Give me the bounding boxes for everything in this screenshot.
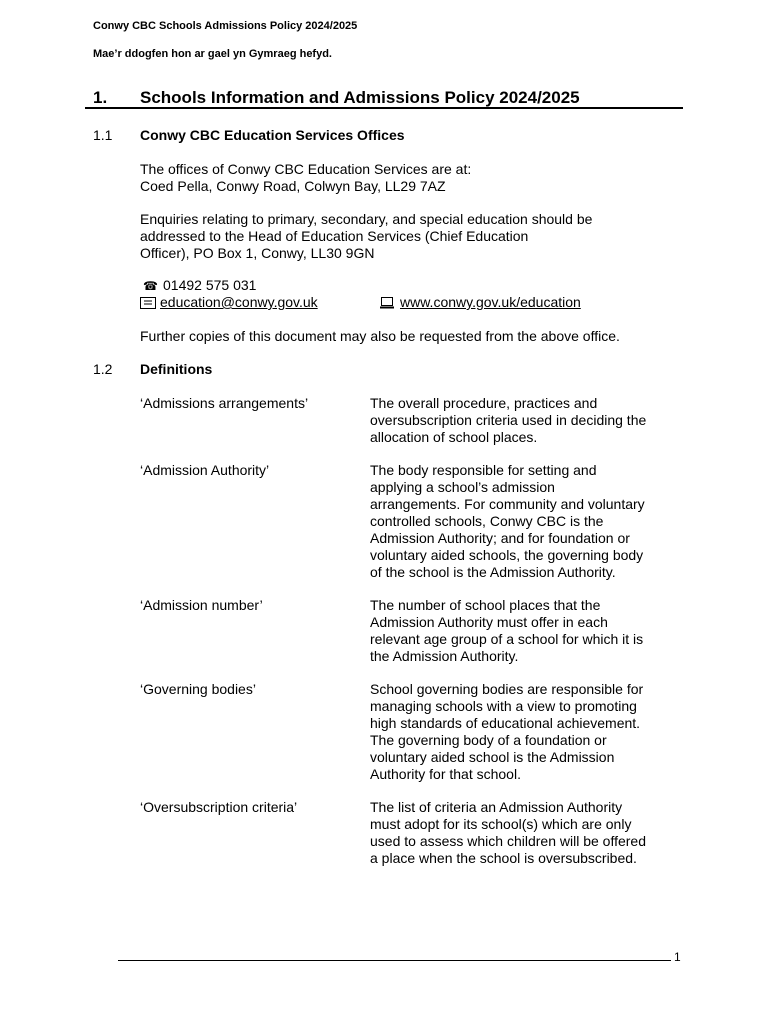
document-header-title: Conwy CBC Schools Admissions Policy 2024/2025 — [93, 20, 358, 32]
definition-text: The list of criteria an Admission Authority must adopt for its school(s) which are only used to assess which children will be offered a place when the school is oversubscribed. — [370, 799, 647, 866]
welsh-availability-note: Mae’r ddogfen hon ar gael yn Gymraeg hefyd. — [93, 48, 332, 60]
email-icon — [140, 296, 160, 310]
definition-text: The overall procedure, practices and oversubscription criteria used in deciding the allocation of school places. — [370, 395, 647, 445]
phone-contact — [143, 277, 256, 293]
section-title: Schools Information and Admissions Policy 2024/2025 — [140, 88, 580, 107]
subsection-title-definitions: Definitions — [140, 361, 213, 377]
subsection-number-1-1: 1.1 — [93, 127, 113, 143]
page-number: 1 — [674, 950, 681, 964]
definition-term: ‘Governing bodies’ — [140, 681, 256, 697]
email-link[interactable]: education@conwy.gov.uk — [160, 294, 318, 310]
definition-text: The body responsible for setting and applying a school’s admission arrangements. For community and voluntary controlled schools, Conwy CBC is the Admission Authority; and for foundation or voluntary aided schools, the governing body of the school is the Admission Authority. — [370, 462, 645, 580]
further-copies-paragraph: Further copies of this document may also be requested from the above office. — [140, 328, 620, 344]
subsection-title-offices: Conwy CBC Education Services Offices — [140, 127, 405, 143]
definition-text: School governing bodies are responsible for managing schools with a view to promoting high standards of educational achievement. The governing body of a foundation or voluntary aided school is the Admission Authority for that school. — [370, 681, 644, 782]
offices-address-paragraph: The offices of Conwy CBC Education Services are at: Coed Pella, Conwy Road, Colwyn Bay, LL29 7AZ — [140, 161, 472, 194]
computer-icon — [380, 296, 400, 310]
website-contact — [380, 294, 581, 310]
website-link[interactable]: www.conwy.gov.uk/education — [400, 294, 581, 310]
telephone-icon: ☎ — [143, 279, 158, 293]
definition-term: ‘Admission number’ — [140, 597, 263, 613]
enquiries-paragraph: Enquiries relating to primary, secondary, and special education should be addressed to the Head of Education Services (Chief Education Officer), PO Box 1, Conwy, LL30 9GN — [140, 211, 593, 261]
definition-text: The number of school places that the Admission Authority must offer in each relevant age group of a school for which it is the Admission Authority. — [370, 597, 644, 664]
definition-term: ‘Admissions arrangements’ — [140, 395, 309, 411]
definition-term: ‘Oversubscription criteria’ — [140, 799, 298, 815]
email-contact — [140, 294, 318, 310]
section-number: 1. — [93, 88, 108, 107]
definition-term: ‘Admission Authority’ — [140, 462, 270, 478]
section-title-rule — [85, 107, 683, 109]
subsection-number-1-2: 1.2 — [93, 361, 113, 377]
footer-rule — [118, 960, 671, 961]
phone-number: 01492 575 031 — [163, 277, 257, 293]
